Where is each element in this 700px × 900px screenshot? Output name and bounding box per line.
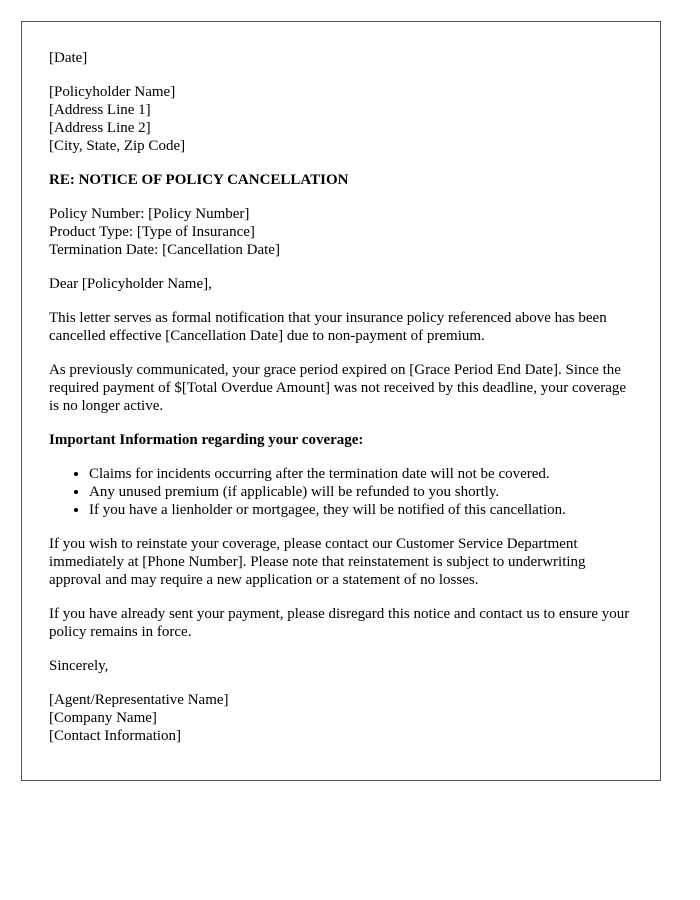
signature-block <box>49 691 633 745</box>
recipient-address <box>49 83 633 155</box>
policy-info <box>49 205 633 259</box>
paragraph-grace-period: As previously communicated, your grace period expired on [Grace Period End Date]. Since the required payment of $[Total Overdue Amount] was not received by this deadline, your coverage is no longer active. <box>49 362 627 414</box>
paragraph-cancellation-notice: This letter serves as formal notification that your insurance policy referenced above has been cancelled effective [Cancellation Date] due to non-payment of premium. <box>49 310 607 344</box>
subject-line: RE: NOTICE OF POLICY CANCELLATION <box>49 172 349 188</box>
policy-number: Policy Number: [Policy Number] <box>49 206 250 222</box>
product-type: Product Type: [Type of Insurance] <box>49 224 255 240</box>
important-info-heading: Important Information regarding your coverage: <box>49 432 364 448</box>
agent-name: [Agent/Representative Name] <box>49 692 229 708</box>
date-text: [Date] <box>49 50 88 66</box>
list-item: • If you have a lienholder or mortgagee, they will be notified of this cancellation. <box>89 501 633 519</box>
termination-date: Termination Date: [Cancellation Date] <box>49 242 280 258</box>
list-item: • Claims for incidents occurring after the termination date will not be covered. <box>89 465 633 483</box>
closing: Sincerely, <box>49 658 109 674</box>
paragraph-reinstatement: If you wish to reinstate your coverage, please contact our Customer Service Department immediately at [Phone Number]. Please note that reinstatement is subject to underwriting approval and may require a new application or a statement of no losses. <box>49 536 586 588</box>
important-info-list <box>49 465 633 519</box>
letter-date <box>49 49 633 67</box>
letter-document <box>21 21 661 781</box>
address-line-2: [Address Line 2] <box>49 120 151 136</box>
recipient-name: [Policyholder Name] <box>49 84 176 100</box>
address-line-1: [Address Line 1] <box>49 102 151 118</box>
company-name: [Company Name] <box>49 710 157 726</box>
city-state-zip: [City, State, Zip Code] <box>49 138 186 154</box>
contact-information: [Contact Information] <box>49 728 182 744</box>
list-item: • Any unused premium (if applicable) will be refunded to you shortly. <box>89 483 633 501</box>
paragraph-payment-sent: If you have already sent your payment, please disregard this notice and contact us to ensure your policy remains in force. <box>49 606 630 640</box>
salutation: Dear [Policyholder Name], <box>49 276 212 292</box>
